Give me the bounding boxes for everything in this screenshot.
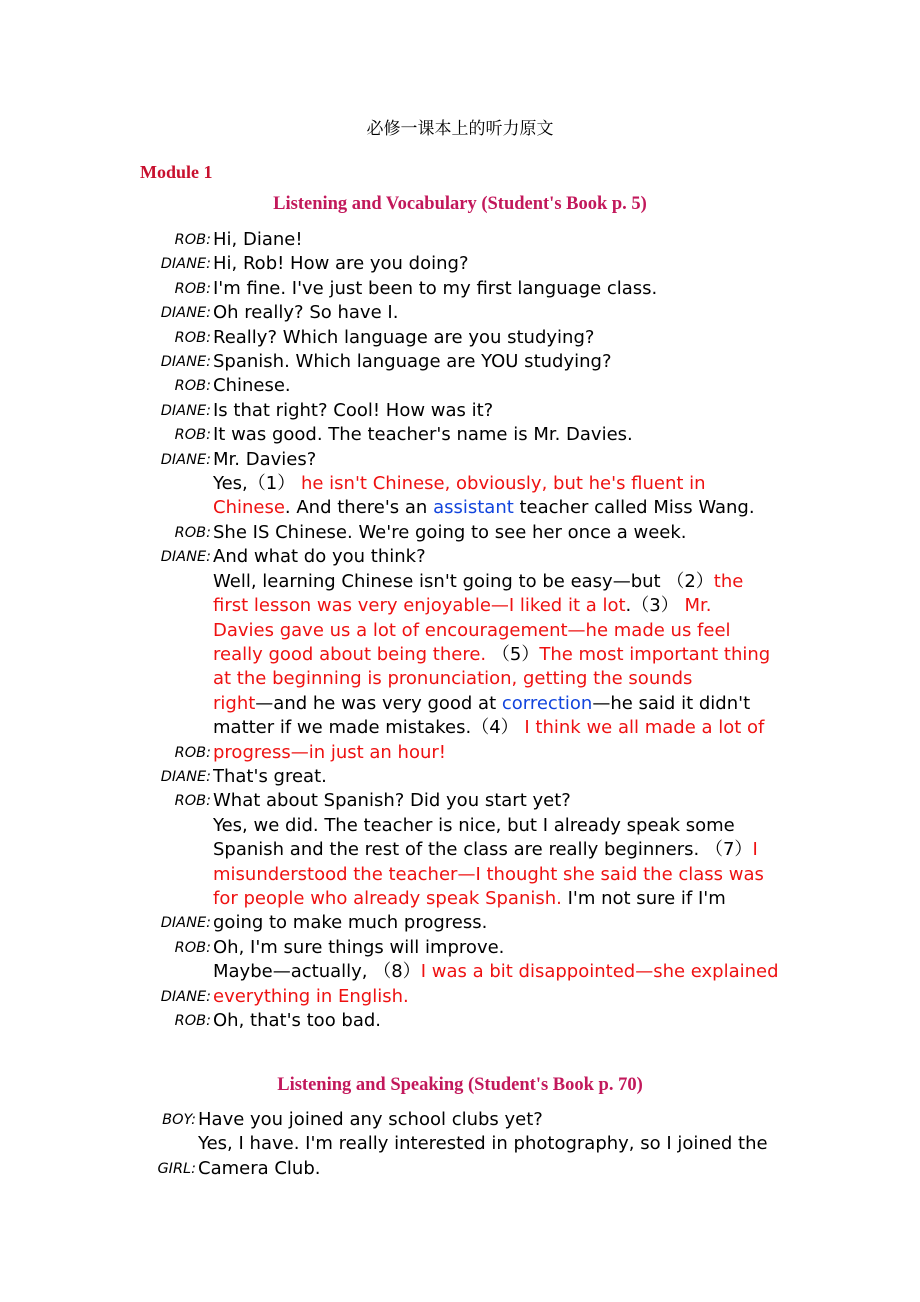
speaker-label: DIANE:: [160, 988, 211, 1005]
speaker-label: DIANE:: [160, 451, 211, 468]
answer-text: I: [752, 839, 758, 861]
dialogue-line: [0, 1009, 788, 1033]
dialogue-line: [0, 277, 788, 301]
vocabulary-word: assistant: [433, 497, 514, 519]
line-text: She IS Chinese. We're going to see her once a week.: [213, 521, 687, 543]
dialogue-line: [0, 326, 788, 350]
answer-text: misunderstood the teacher—I thought she said the class was: [213, 863, 764, 885]
speaker-label: ROB:: [174, 744, 211, 761]
answer-text: for people who already speak Spanish.: [213, 887, 562, 909]
speaker-label: DIANE:: [160, 305, 211, 322]
vocabulary-word: correction: [501, 692, 593, 714]
dialogue-line: [0, 789, 788, 813]
dialogue-turn: [0, 960, 788, 1009]
dialogue-line: [0, 228, 788, 252]
turn-text: [213, 570, 788, 765]
dialogue-line: [0, 350, 788, 374]
line-text: Is that right? Cool! How was it?: [213, 399, 494, 421]
dialogue-boy-girl: [0, 1108, 788, 1181]
speaker-label: ROB:: [174, 939, 211, 956]
speaker-label: ROB:: [174, 524, 211, 541]
answer-text: Chinese: [213, 497, 285, 519]
text-line: Maybe—actually, （8）I was a bit disappointed—she explained: [213, 961, 779, 983]
dialogue-line: [0, 448, 788, 472]
speaker-label: DIANE:: [160, 354, 211, 371]
answer-text: everything in English.: [213, 985, 409, 1007]
answer-text: he isn't Chinese, obviously, but he's fluent in: [300, 473, 706, 495]
line-text: What about Spanish? Did you start yet?: [213, 790, 571, 812]
dialogue-turn: [0, 814, 788, 936]
text-line: right—and he was very good at correction—he said it didn't: [213, 692, 751, 714]
turn-text: [213, 960, 788, 1009]
speaker-label: GIRL:: [157, 1160, 196, 1177]
line-text: And what do you think?: [213, 546, 426, 568]
text-line: Yes,（1） he isn't Chinese, obviously, but he's fluent in: [213, 473, 706, 495]
speaker-label: ROB:: [174, 280, 211, 297]
speaker-label: ROB:: [174, 378, 211, 395]
line-text: Hi, Diane!: [213, 229, 303, 250]
text-line: Camera Club.: [198, 1157, 321, 1179]
line-text: It was good. The teacher's name is Mr. Davies.: [213, 424, 633, 446]
line-text: Oh, I'm sure things will improve.: [213, 936, 505, 958]
dialogue-rob-diane: [0, 228, 788, 1033]
line-text: Oh, that's too bad.: [213, 1010, 382, 1031]
line-text: Oh really? So have I.: [213, 302, 399, 324]
dialogue-turn: [0, 1132, 788, 1181]
dialogue-line: [0, 374, 788, 398]
turn-text: [198, 1132, 788, 1181]
text-line: matter if we made mistakes.（4） I think we all made a lot of: [213, 717, 765, 739]
speaker-label: ROB:: [174, 427, 211, 444]
answer-text: first lesson was very enjoyable—I liked it a lot: [213, 595, 626, 617]
text-line: Yes, we did. The teacher is nice, but I already speak some: [213, 814, 735, 836]
answer-text: Mr.: [684, 595, 712, 617]
answer-text: I was a bit disappointed—she explained: [420, 961, 779, 983]
page-title: 必修一课本上的听力原文: [366, 119, 554, 139]
module-heading: Module 1: [140, 162, 213, 182]
answer-text: really good about being there.: [213, 643, 487, 665]
line-text: I'm fine. I've just been to my first language class.: [213, 277, 658, 299]
turn-text: [213, 472, 788, 521]
line-text: Have you joined any school clubs yet?: [198, 1109, 543, 1130]
answer-text: I think we all made a lot of: [524, 717, 765, 739]
text-line: Spanish and the rest of the class are really beginners. （7）I: [213, 839, 758, 861]
dialogue-turn: [0, 472, 788, 521]
line-text: Chinese.: [213, 375, 291, 397]
speaker-label: DIANE:: [160, 768, 211, 785]
dialogue-line: [0, 936, 788, 960]
line-text: Hi, Rob! How are you doing?: [213, 253, 469, 275]
section-heading-listening-speaking: Listening and Speaking (Student's Book p. 70): [277, 1075, 643, 1095]
dialogue-line: [0, 765, 788, 789]
speaker-label: ROB:: [174, 793, 211, 810]
line-text: Really? Which language are you studying?: [213, 326, 595, 348]
line-text: Spanish. Which language are YOU studying?: [213, 351, 612, 373]
dialogue-line: [0, 1108, 788, 1132]
text-line: Yes, I have. I'm really interested in photography, so I joined the: [198, 1133, 768, 1155]
dialogue-turn: [0, 570, 788, 765]
text-line: really good about being there. （5）The most important thing: [213, 643, 771, 665]
answer-text: Davies gave us a lot of encouragement—he made us feel: [213, 619, 731, 641]
answer-text: progress—in just an hour!: [213, 741, 447, 763]
speaker-label: BOY:: [162, 1112, 196, 1128]
speaker-label: ROB:: [174, 232, 211, 248]
line-text: Mr. Davies?: [213, 448, 317, 470]
dialogue-line: [0, 423, 788, 447]
text-line: first lesson was very enjoyable—I liked it a lot.（3） Mr.: [213, 595, 712, 617]
speaker-label: DIANE:: [160, 402, 211, 419]
speaker-label: DIANE:: [160, 256, 211, 273]
section-heading-listening-vocabulary: Listening and Vocabulary (Student's Book p. 5): [273, 194, 647, 214]
text-line: Chinese. And there's an assistant teacher called Miss Wang.: [213, 497, 755, 519]
dialogue-line: [0, 545, 788, 569]
speaker-label: ROB:: [174, 329, 211, 346]
answer-text: The most important thing: [539, 643, 771, 665]
speaker-label: DIANE:: [160, 915, 211, 932]
text-line: for people who already speak Spanish. I'm not sure if I'm: [213, 887, 726, 909]
text-line: going to make much progress.: [213, 912, 488, 934]
answer-text: the: [713, 570, 744, 592]
dialogue-line: [0, 521, 788, 545]
line-text: That's great.: [213, 765, 327, 787]
dialogue-line: [0, 301, 788, 325]
turn-text: [213, 814, 788, 936]
text-line: Well, learning Chinese isn't going to be easy—but （2）the: [213, 570, 744, 592]
dialogue-line: [0, 399, 788, 423]
dialogue-line: [0, 252, 788, 276]
speaker-label: ROB:: [174, 1013, 211, 1029]
answer-text: at the beginning is pronunciation, getting the sounds: [213, 668, 693, 690]
answer-text: right: [213, 692, 256, 714]
speaker-label: DIANE:: [160, 549, 211, 566]
